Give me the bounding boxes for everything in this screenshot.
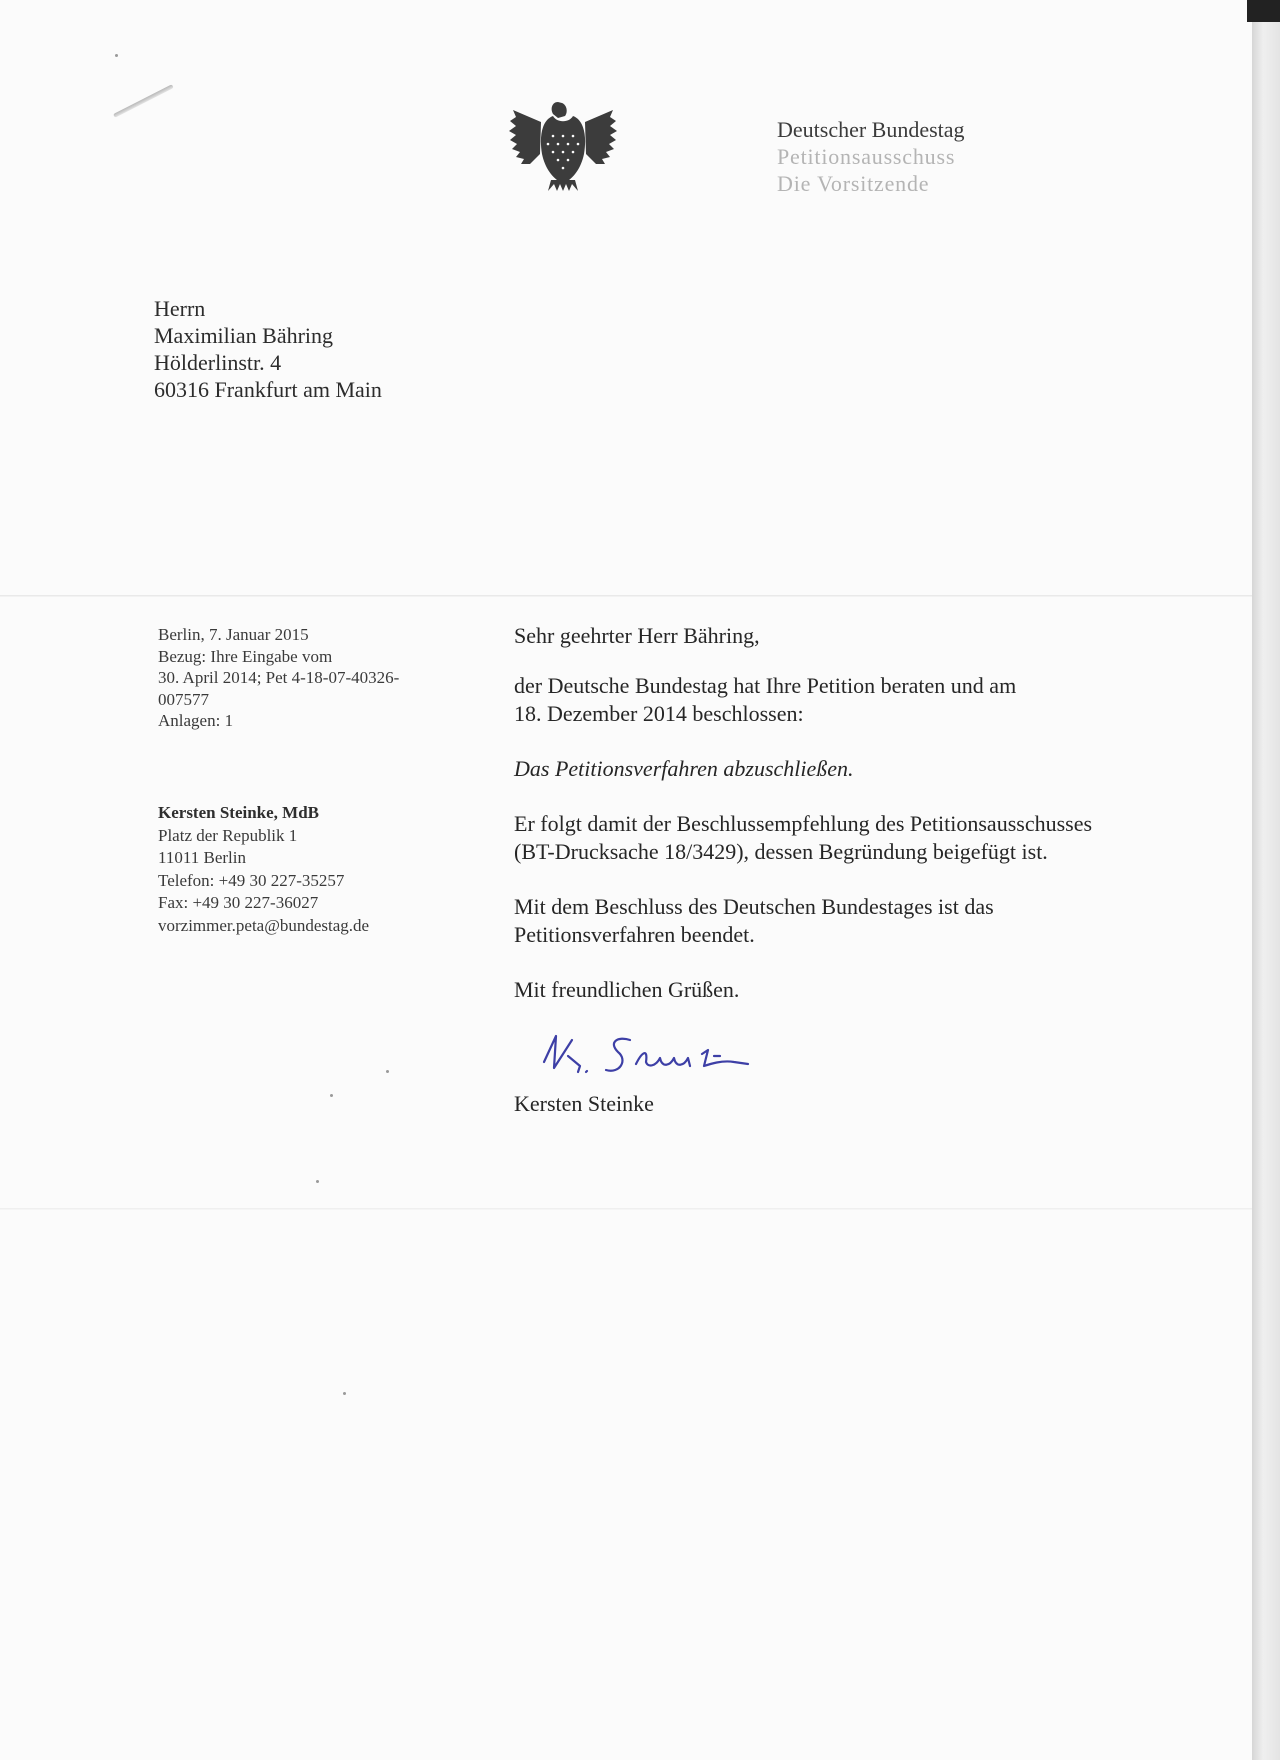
- contact-name: Kersten Steinke, MdB: [158, 803, 320, 822]
- letterhead: [777, 116, 965, 197]
- body-line: Mit dem Beschluss des Deutschen Bundestages ist das: [514, 894, 994, 919]
- letter-meta: [158, 624, 468, 732]
- letterhead-department: Petitionsausschuss: [777, 144, 956, 169]
- addressee-name: Maximilian Bähring: [154, 323, 334, 348]
- addressee-salutation: Herrn: [154, 296, 206, 321]
- closing: Mit freundlichen Grüßen.: [514, 977, 740, 1002]
- body-line: der Deutsche Bundestag hat Ihre Petition beraten und am: [514, 673, 1017, 698]
- speck: [115, 54, 118, 57]
- handwritten-signature: [538, 1026, 808, 1084]
- letter-body: [514, 622, 1154, 1004]
- speck: [386, 1070, 389, 1073]
- letterhead-role: Die Vorsitzende: [777, 171, 930, 196]
- speck: [343, 1392, 346, 1395]
- contact-fax: Fax: +49 30 227-36027: [158, 893, 319, 912]
- addressee-city: 60316 Frankfurt am Main: [154, 377, 382, 402]
- contact-phone: Telefon: +49 30 227-35257: [158, 870, 345, 890]
- letter-date: Berlin, 7. Januar 2015: [158, 625, 309, 644]
- body-salutation: Sehr geehrter Herr Bähring,: [514, 623, 760, 648]
- contact-email: vorzimmer.peta@bundestag.de: [158, 915, 370, 935]
- reference-line: Bezug: Ihre Eingabe vom: [158, 646, 333, 666]
- speck: [330, 1094, 333, 1097]
- addressee-block: [154, 295, 382, 403]
- addressee-street: Hölderlinstr. 4: [154, 350, 282, 375]
- body-line: 18. Dezember 2014 beschlossen:: [514, 701, 804, 726]
- body-line: Er folgt damit der Beschlussempfehlung des Petitionsausschusses: [514, 811, 1093, 836]
- fold-line: [0, 1208, 1252, 1210]
- reference-line: 007577: [158, 689, 209, 709]
- decision-text: Das Petitionsverfahren abzuschließen.: [514, 756, 854, 781]
- body-line: Petitionsverfahren beendet.: [514, 922, 755, 947]
- contact-city: 11011 Berlin: [158, 848, 246, 867]
- speck: [316, 1180, 319, 1183]
- contact-street: Platz der Republik 1: [158, 825, 298, 845]
- body-line: (BT-Drucksache 18/3429), dessen Begründung beigefügt ist.: [514, 839, 1048, 864]
- scan-corner-mark: [1247, 0, 1280, 22]
- contact-block: [158, 802, 468, 937]
- letterhead-organization: Deutscher Bundestag: [777, 117, 965, 142]
- reference-line: 30. April 2014; Pet 4-18-07-40326-: [158, 668, 400, 687]
- paper-edge: [1252, 0, 1280, 1760]
- federal-eagle-icon: [508, 92, 618, 192]
- signer-name: Kersten Steinke: [514, 1091, 654, 1116]
- fold-line: [0, 595, 1252, 597]
- attachments: Anlagen: 1: [158, 711, 234, 730]
